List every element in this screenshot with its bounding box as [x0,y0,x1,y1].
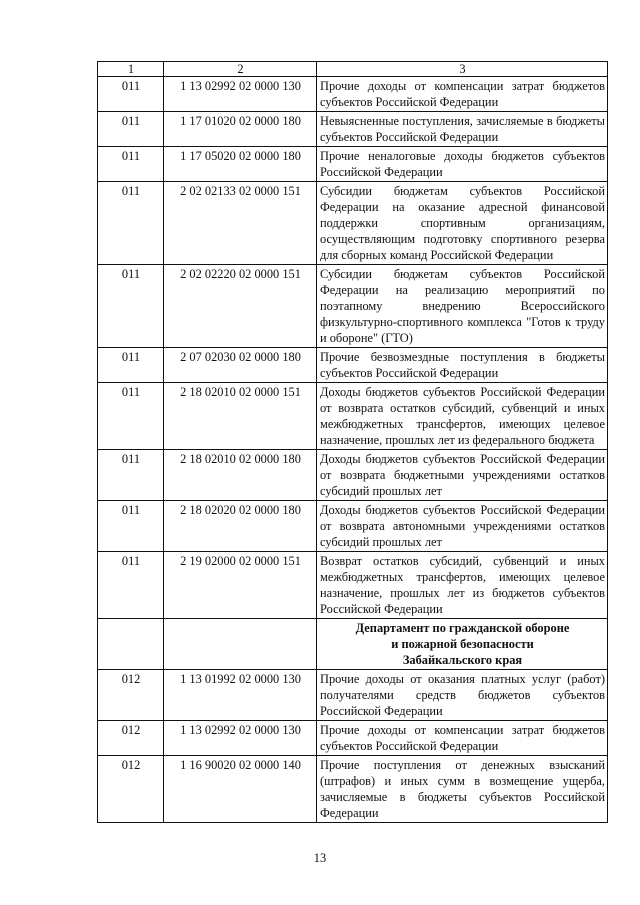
department-name-line-3: Забайкальского края [402,653,523,667]
revenue-code: 2 18 02020 02 0000 180 [164,501,317,552]
revenue-code: 1 13 02992 02 0000 130 [164,721,317,756]
revenue-code: 2 07 02030 02 0000 180 [164,348,317,383]
admin-code: 011 [98,348,164,383]
revenue-description: Прочие поступления от денежных взысканий (штрафов) и иных сумм в возмещение ущерба, зачисляемые в бюджеты субъектов Российской Федерации [317,756,608,823]
revenue-table [97,61,608,823]
revenue-code: 1 16 90020 02 0000 140 [164,756,317,823]
revenue-description: Субсидии бюджетам субъектов Российской Федерации на оказание адресной финансовой поддержки спортивным организациям, осуществляющим подготовку спортивного резерва для сборных команд Российской Федерации [317,182,608,265]
revenue-description: Прочие безвозмездные поступления в бюджеты субъектов Российской Федерации [317,348,608,383]
admin-code: 011 [98,265,164,348]
department-heading [317,619,608,670]
table-row [98,450,608,501]
revenue-description: Прочие доходы от оказания платных услуг (работ) получателями средств бюджетов субъектов Российской Федерации [317,670,608,721]
header-cell-3: 3 [317,62,608,77]
revenue-description: Субсидии бюджетам субъектов Российской Федерации на реализацию мероприятий по поэтапному внедрению Всероссийского физкультурно-спортивного комплекса "Готов к труду и обороне" (ГТО) [317,265,608,348]
header-cell-1: 1 [98,62,164,77]
table-row [98,77,608,112]
revenue-code: 1 17 05020 02 0000 180 [164,147,317,182]
revenue-code: 2 02 02220 02 0000 151 [164,265,317,348]
table-row [98,552,608,619]
department-row [98,619,608,670]
revenue-description: Прочие доходы от компенсации затрат бюджетов субъектов Российской Федерации [317,77,608,112]
revenue-description: Прочие неналоговые доходы бюджетов субъектов Российской Федерации [317,147,608,182]
department-name-line-1: Департамент по гражданской обороне [355,621,570,635]
admin-code: 011 [98,147,164,182]
admin-code: 011 [98,182,164,265]
revenue-description: Возврат остатков субсидий, субвенций и иных межбюджетных трансфертов, имеющих целевое назначение, прошлых лет из бюджетов субъектов Российской Федерации [317,552,608,619]
table-row [98,670,608,721]
department-code-cell [98,619,164,670]
table-row [98,147,608,182]
admin-code: 011 [98,77,164,112]
table-row [98,112,608,147]
revenue-code: 2 18 02010 02 0000 180 [164,450,317,501]
admin-code: 011 [98,501,164,552]
admin-code: 012 [98,721,164,756]
revenue-description: Доходы бюджетов субъектов Российской Федерации от возврата автономными учреждениями остатков субсидий прошлых лет [317,501,608,552]
revenue-code: 2 18 02010 02 0000 151 [164,383,317,450]
header-cell-2: 2 [164,62,317,77]
page-number: 13 [313,851,327,865]
table-row [98,182,608,265]
revenue-code: 2 02 02133 02 0000 151 [164,182,317,265]
table-row [98,383,608,450]
table-row [98,265,608,348]
admin-code: 011 [98,383,164,450]
table-row [98,756,608,823]
revenue-code: 1 13 02992 02 0000 130 [164,77,317,112]
revenue-description: Невыясненные поступления, зачисляемые в бюджеты субъектов Российской Федерации [317,112,608,147]
admin-code: 011 [98,112,164,147]
table-row [98,721,608,756]
admin-code: 012 [98,670,164,721]
table-row [98,348,608,383]
revenue-code: 2 19 02000 02 0000 151 [164,552,317,619]
revenue-code: 1 13 01992 02 0000 130 [164,670,317,721]
revenue-code: 1 17 01020 02 0000 180 [164,112,317,147]
admin-code: 011 [98,552,164,619]
department-kbk-cell [164,619,317,670]
admin-code: 012 [98,756,164,823]
revenue-description: Доходы бюджетов субъектов Российской Федерации от возврата бюджетными учреждениями остатков субсидий прошлых лет [317,450,608,501]
table-header-row [98,62,608,77]
revenue-description: Прочие доходы от компенсации затрат бюджетов субъектов Российской Федерации [317,721,608,756]
table-row [98,501,608,552]
department-name-line-2: и пожарной безопасности [391,637,534,651]
revenue-description: Доходы бюджетов субъектов Российской Федерации от возврата остатков субсидий, субвенций и иных межбюджетных трансфертов, имеющих целевое назначение, прошлых лет из федерального бюджета [317,383,608,450]
admin-code: 011 [98,450,164,501]
